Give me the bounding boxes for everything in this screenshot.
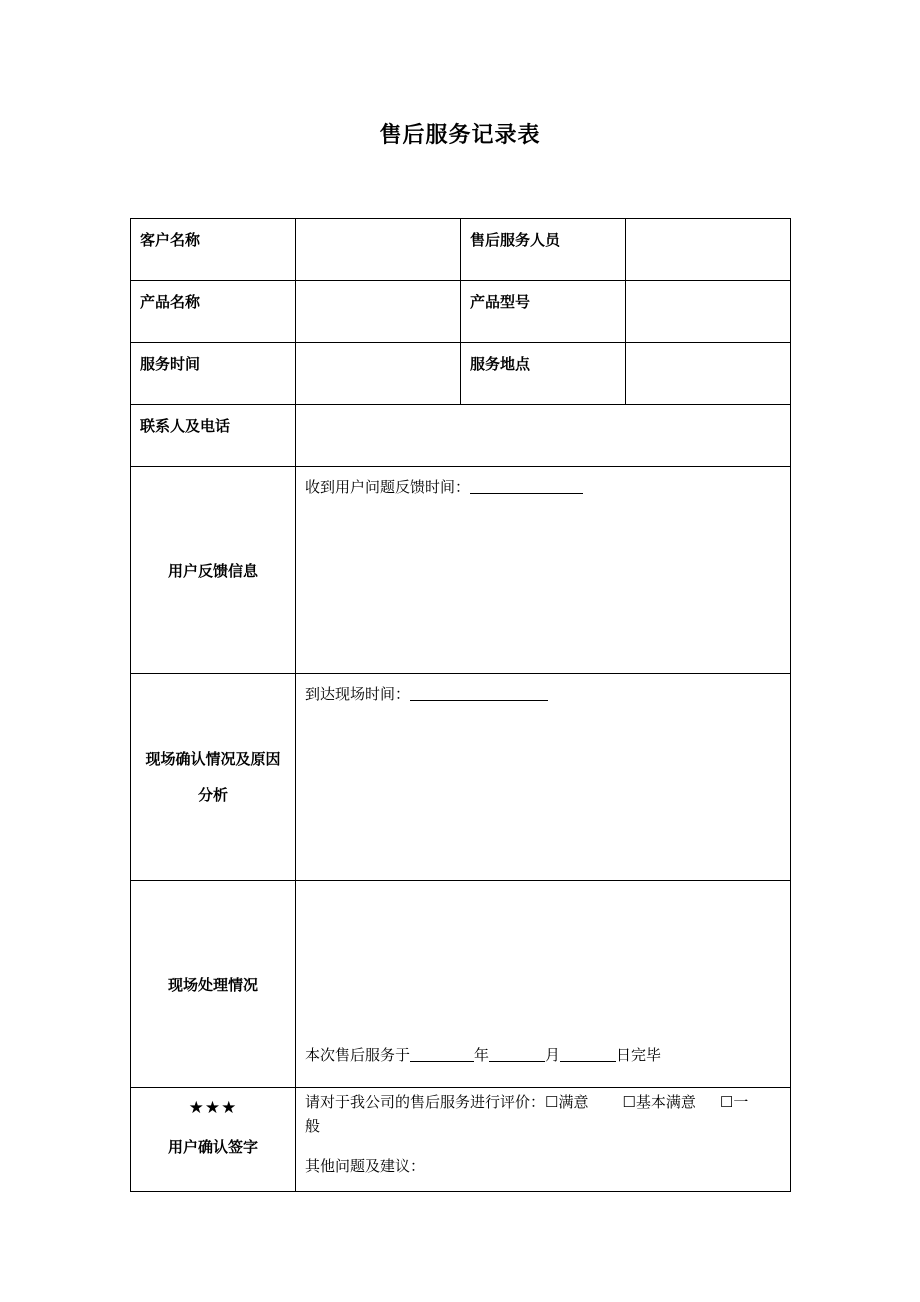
feedback-time-blank[interactable] <box>470 492 583 494</box>
service-location-field[interactable] <box>626 343 791 405</box>
stars-mark: ★★★ <box>188 1098 238 1118</box>
opt-basic-checkbox[interactable]: ☐基本满意 <box>622 1093 696 1111</box>
table-row <box>131 881 791 1088</box>
contact-field[interactable] <box>296 405 791 467</box>
onsite-label <box>131 674 296 881</box>
eval-prompt: 请对于我公司的售后服务进行评价： <box>305 1093 546 1111</box>
handling-label: 现场处理情况 <box>131 881 296 1088</box>
evaluation-line <box>305 1090 782 1114</box>
confirm-label: 用户确认签字 <box>167 1138 258 1156</box>
table-row <box>131 343 791 405</box>
year-label: 年 <box>474 1046 490 1064</box>
confirm-field[interactable] <box>296 1088 791 1192</box>
product-model-field[interactable] <box>626 281 791 343</box>
service-staff-label: 售后服务人员 <box>461 219 626 281</box>
table-row <box>131 674 791 881</box>
service-location-label: 服务地点 <box>461 343 626 405</box>
table-row <box>131 219 791 281</box>
page-title: 售后服务记录表 <box>379 123 541 148</box>
product-name-field[interactable] <box>296 281 461 343</box>
opt-general-checkbox[interactable]: ☐一 <box>719 1093 749 1111</box>
customer-name-label: 客户名称 <box>131 219 296 281</box>
other-suggestions-label: 其他问题及建议： <box>305 1157 426 1175</box>
service-record-table <box>130 218 791 1192</box>
table-row <box>131 467 791 674</box>
onsite-label-line2: 分析 <box>197 786 228 804</box>
product-name-label: 产品名称 <box>131 281 296 343</box>
contact-label: 联系人及电话 <box>131 405 296 467</box>
service-staff-field[interactable] <box>626 219 791 281</box>
service-time-label: 服务时间 <box>131 343 296 405</box>
product-model-label: 产品型号 <box>461 281 626 343</box>
day-complete-label: 日完毕 <box>616 1046 662 1064</box>
feedback-received-time-label: 收到用户问题反馈时间： <box>305 478 471 496</box>
table-row <box>131 281 791 343</box>
feedback-field[interactable] <box>296 467 791 674</box>
opt-satisfied-checkbox[interactable]: ☐满意 <box>545 1093 589 1111</box>
complete-prefix: 本次售后服务于 <box>305 1046 411 1064</box>
arrival-time-label: 到达现场时间： <box>305 685 411 703</box>
table-row <box>131 405 791 467</box>
customer-name-field[interactable] <box>296 219 461 281</box>
confirm-label-cell <box>131 1088 296 1192</box>
onsite-label-line1: 现场确认情况及原因 <box>145 750 281 768</box>
day-blank[interactable] <box>560 1060 616 1062</box>
service-time-field[interactable] <box>296 343 461 405</box>
table-row <box>131 1088 791 1192</box>
arrival-time-blank[interactable] <box>410 699 548 701</box>
handling-field[interactable] <box>296 881 791 1088</box>
month-blank[interactable] <box>489 1060 545 1062</box>
feedback-label: 用户反馈信息 <box>131 467 296 674</box>
year-blank[interactable] <box>410 1060 474 1062</box>
evaluation-line-wrap: 般 <box>305 1117 321 1135</box>
onsite-field[interactable] <box>296 674 791 881</box>
month-label: 月 <box>545 1046 561 1064</box>
